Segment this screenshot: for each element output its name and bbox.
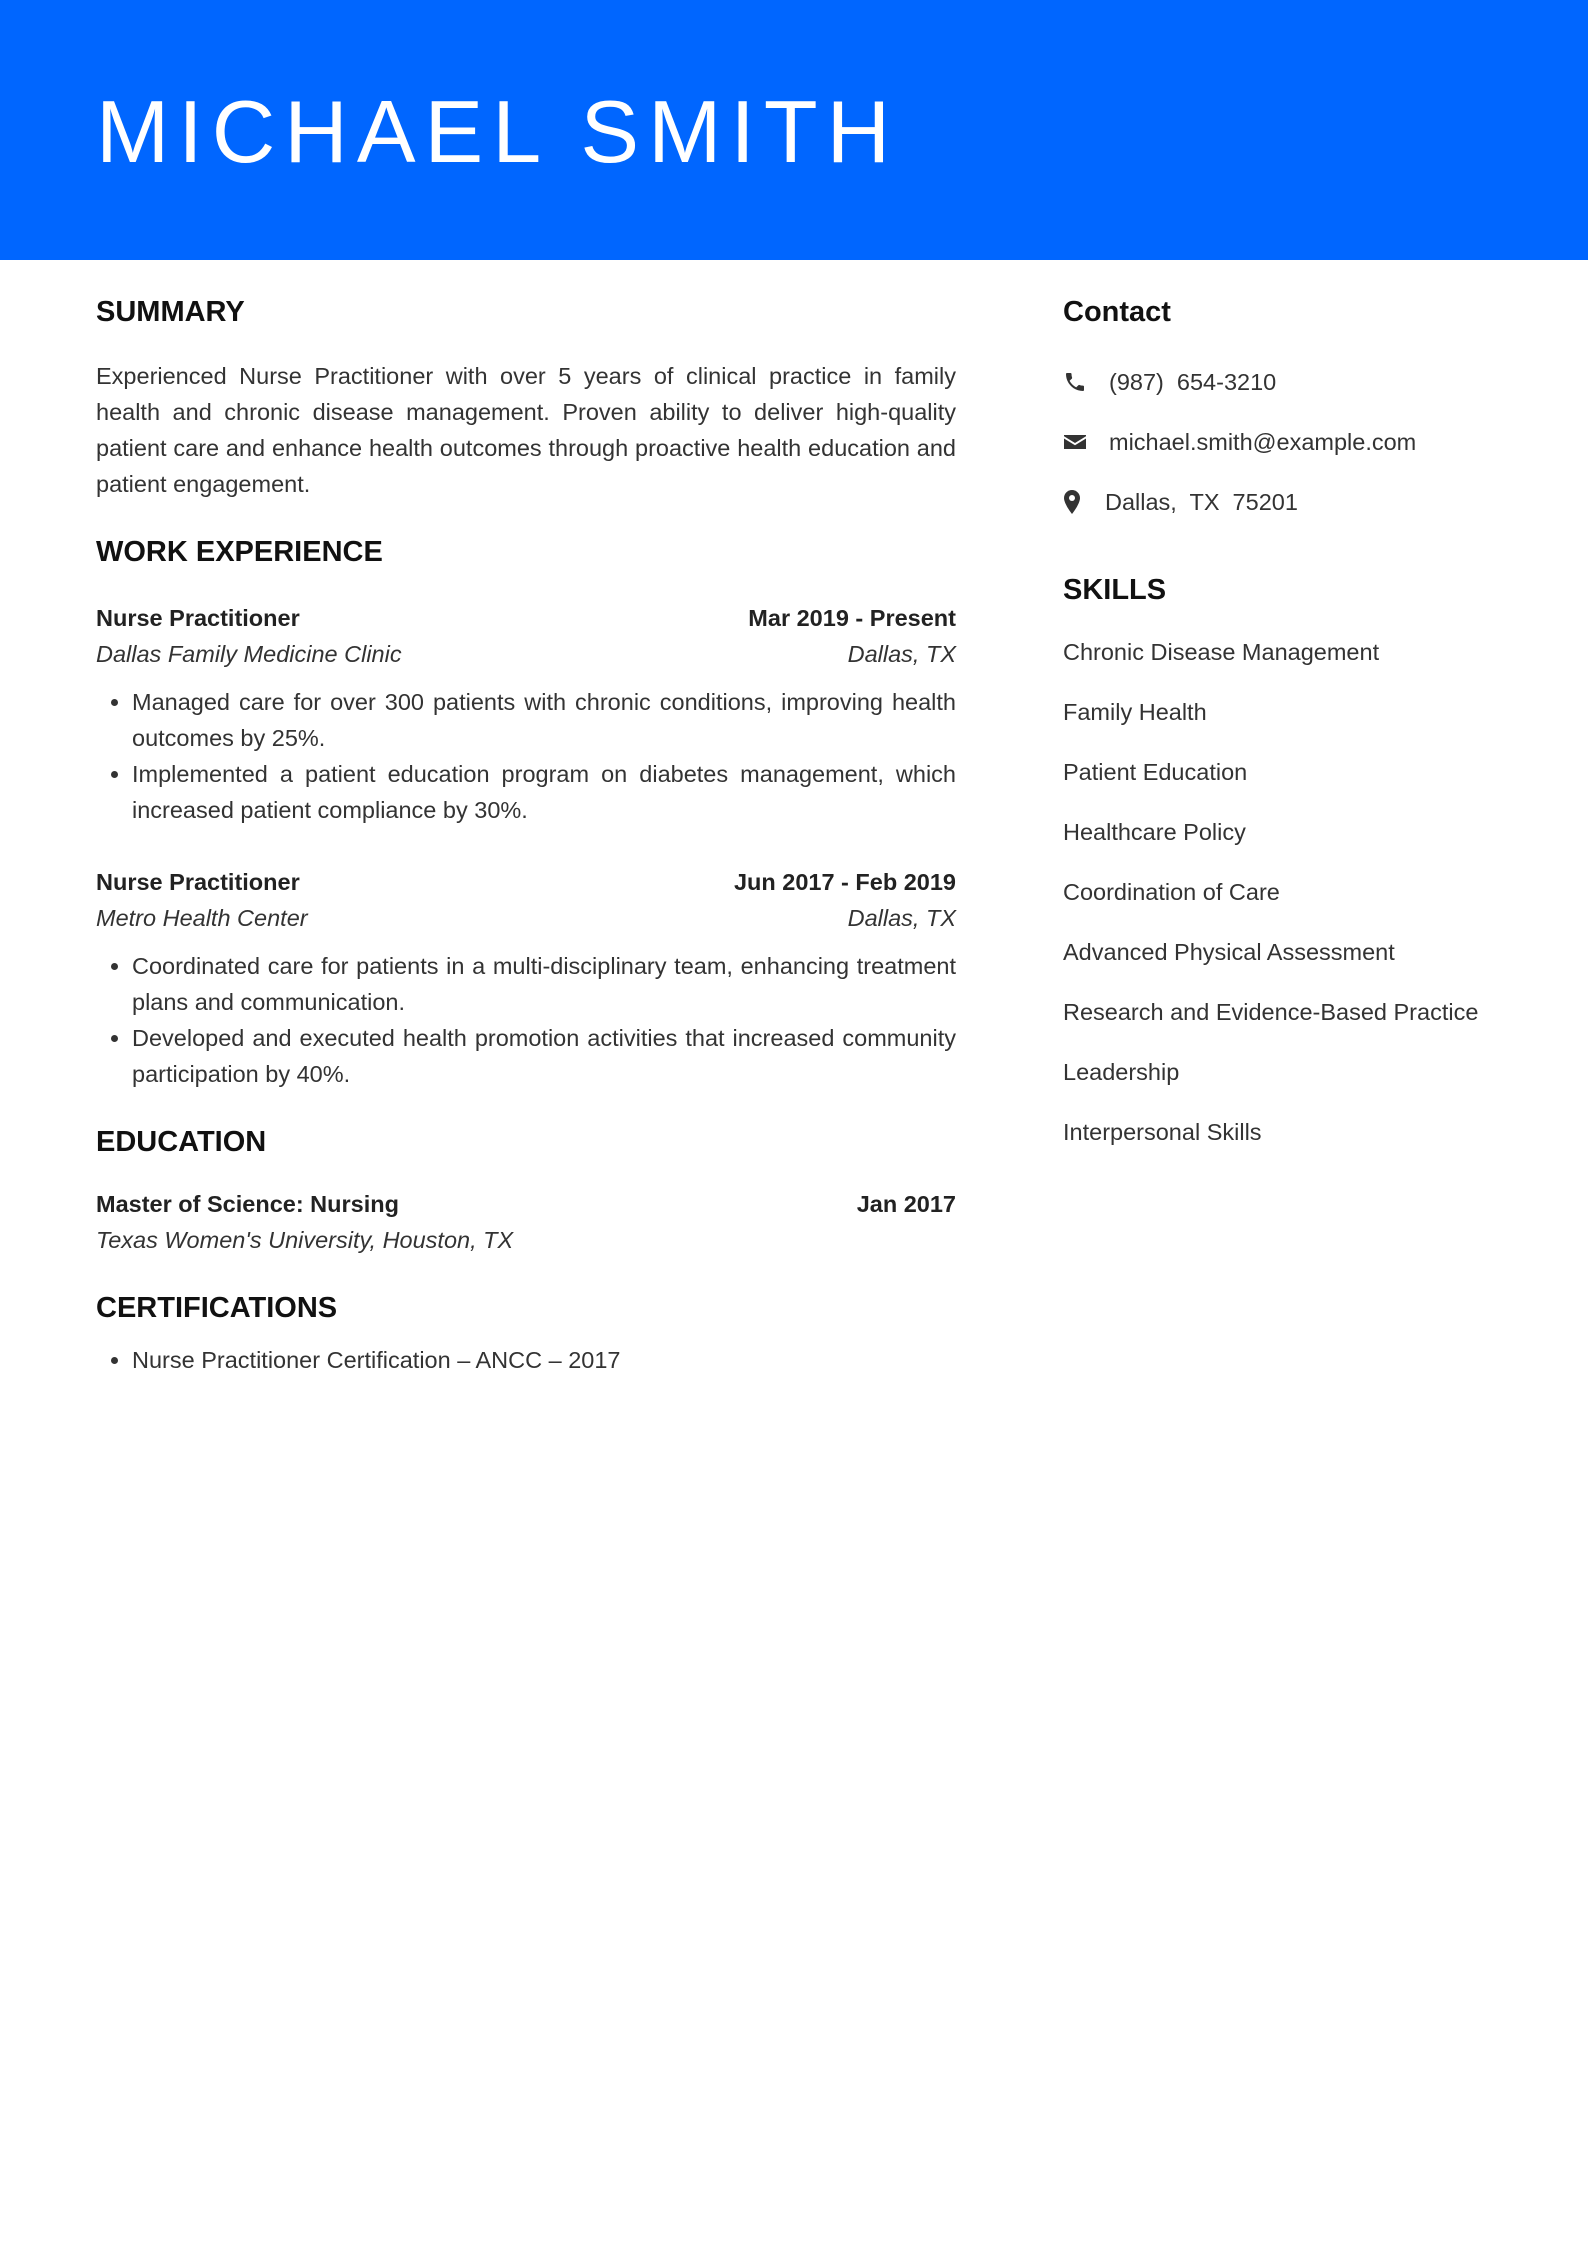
education-school: Texas Women's University, Houston, TX [96, 1227, 514, 1253]
job-bullet: • Implemented a patient education program on diabetes management, which increased patient compliance by 30%. [132, 756, 956, 828]
job-bullet: • Managed care for over 300 patients with chronic conditions, improving health outcomes by 25%. [132, 684, 956, 756]
envelope-icon [1063, 429, 1089, 455]
section-title-certifications: CERTIFICATIONS [96, 1292, 338, 1324]
education-date: Jan 2017 [856, 1191, 956, 1217]
job-employer: Dallas Family Medicine Clinic [96, 641, 402, 667]
job-entry [96, 864, 956, 1092]
job-location: Dallas, TX [847, 905, 956, 931]
certification-list [96, 1342, 956, 1378]
contact-location [1063, 484, 1533, 520]
skill-item: Family Health [1063, 699, 1207, 725]
job-bullets [96, 684, 956, 828]
contact-email [1063, 424, 1533, 460]
main-column [96, 290, 956, 1378]
job-dates: Mar 2019 - Present [748, 605, 956, 631]
job-dates: Jun 2017 - Feb 2019 [733, 869, 956, 895]
contact-section [1063, 290, 1533, 520]
section-title-contact: Contact [1063, 296, 1171, 328]
work-experience-section [96, 530, 956, 1092]
job-entry [96, 600, 956, 828]
section-title-summary: SUMMARY [96, 296, 245, 328]
job-employer: Metro Health Center [96, 905, 308, 931]
skill-item: Patient Education [1063, 759, 1248, 785]
sidebar-column [1063, 290, 1533, 1174]
job-location: Dallas, TX [847, 641, 956, 667]
section-title-skills: SKILLS [1063, 574, 1167, 606]
education-degree: Master of Science: Nursing [96, 1191, 399, 1217]
contact-phone-text: (987) 654-3210 [1109, 368, 1277, 395]
skill-item: Coordination of Care [1063, 879, 1280, 905]
job-role: Nurse Practitioner [96, 869, 300, 895]
contact-email-text: michael.smith@example.com [1109, 428, 1417, 455]
job-bullet: • Coordinated care for patients in a multi-disciplinary team, enhancing treatment plans and communication. [132, 948, 956, 1020]
map-pin-icon [1063, 489, 1085, 515]
skill-item: Chronic Disease Management [1063, 639, 1380, 665]
summary-text: Experienced Nurse Practitioner with over 5 years of clinical practice in family health and chronic disease management. Proven ability to deliver high-quality patient care and enhance health outcomes through proactive health education and patient engagement. [96, 363, 956, 497]
education-entry [96, 1186, 956, 1258]
candidate-name: MICHAEL SMITH [96, 82, 900, 181]
job-role: Nurse Practitioner [96, 605, 300, 631]
skills-list [1063, 634, 1533, 1150]
section-title-work-experience: WORK EXPERIENCE [96, 536, 383, 568]
skill-item: Leadership [1063, 1059, 1180, 1085]
skill-item: Interpersonal Skills [1063, 1119, 1262, 1145]
contact-location-text: Dallas, TX 75201 [1105, 488, 1298, 515]
education-section [96, 1120, 956, 1258]
phone-icon [1063, 369, 1089, 395]
header-banner [0, 0, 1588, 260]
job-bullet: • Developed and executed health promotion activities that increased community participation by 40%. [132, 1020, 956, 1092]
skill-item: Research and Evidence-Based Practice [1063, 999, 1479, 1025]
section-title-education: EDUCATION [96, 1126, 267, 1158]
certification-item: • Nurse Practitioner Certification – ANCC – 2017 [132, 1342, 956, 1378]
skill-item: Advanced Physical Assessment [1063, 939, 1395, 965]
skills-section [1063, 568, 1533, 1150]
summary-section [96, 290, 956, 502]
skill-item: Healthcare Policy [1063, 819, 1246, 845]
certifications-section [96, 1286, 956, 1378]
contact-phone [1063, 364, 1533, 400]
job-bullets [96, 948, 956, 1092]
